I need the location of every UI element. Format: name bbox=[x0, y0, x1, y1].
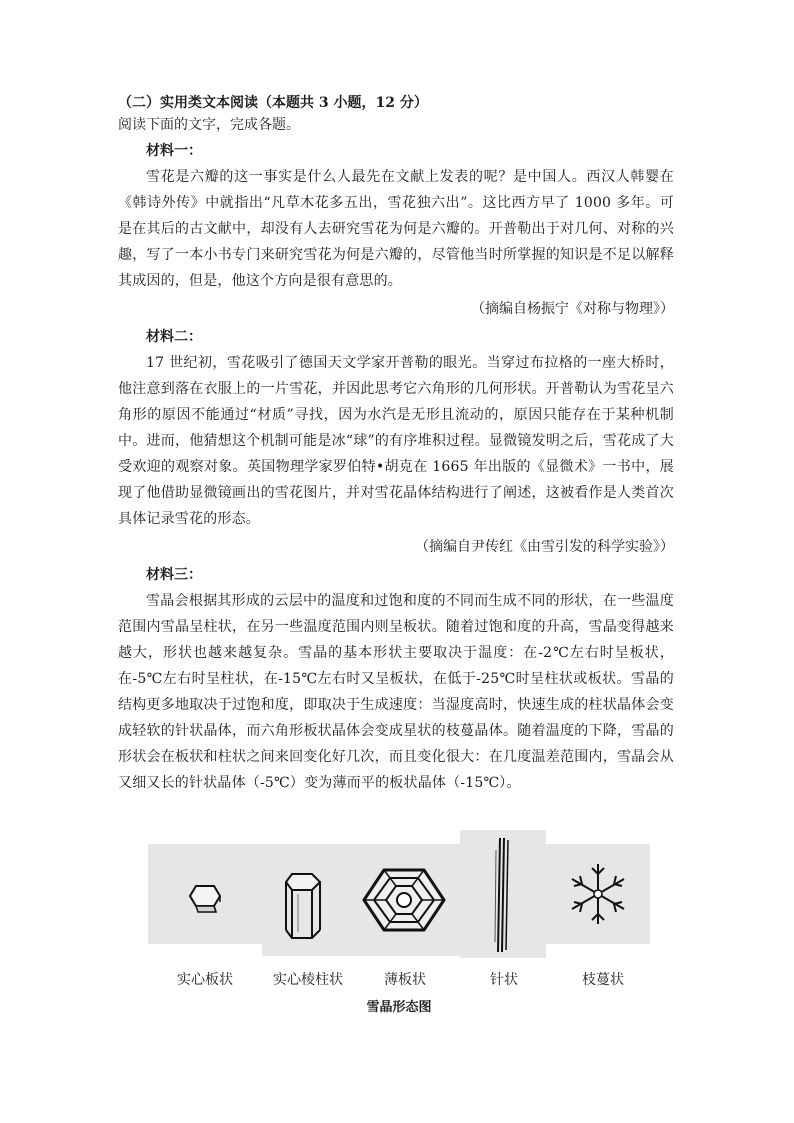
caption-needle: 针状 bbox=[490, 972, 518, 988]
thin-plate-image bbox=[348, 844, 460, 956]
material-2-text: 17 世纪初，雪花吸引了德国天文学家开普勒的眼光。当穿过布拉格的一座大桥时，他注意到落在衣服上的一片雪花，并因此思考它六角形的几何形状。开普勒认为雪花呈六角形的原因不能通过“材质”寻找，因为水汽是无形且流动的，原因只能存在于某种机制中。进而，他猜想这个机制可能是冰“球”的有序堆积过程。显微镜发明之后，雪花成了大受欢迎的观察对象。英国物理学家罗伯特•胡克在 1665 年出版的《显微术》一书中，展现了他借助显微镜画出的雪花图片，并对雪花晶体结构进行了阐述，这被看作是人类首次具体记录雪花的形态。 bbox=[118, 355, 674, 527]
material-1-source: （摘编自杨振宁《对称与物理》） bbox=[471, 301, 674, 317]
material-1-label: 材料一： bbox=[146, 143, 202, 159]
solid-column-image bbox=[262, 844, 348, 956]
dendrite-image bbox=[546, 844, 650, 944]
caption-solid-column: 实心棱柱状 bbox=[273, 972, 343, 988]
material-2-source: （摘编自尹传红《由雪引发的科学实验》） bbox=[415, 539, 674, 555]
caption-thin-plate: 薄板状 bbox=[384, 972, 426, 988]
instruction-text: 阅读下面的文字，完成各题。 bbox=[118, 117, 300, 133]
caption-solid-plate: 实心板状 bbox=[177, 972, 233, 988]
material-2-label: 材料二： bbox=[146, 329, 202, 345]
snow-crystal-figure bbox=[148, 830, 650, 1020]
material-1-text: 雪花是六瓣的这一事实是什么人最先在文献上发表的呢？是中国人。西汉人韩婴在《韩诗外传》中就指出“凡草木花多五出，雪花独六出”。这比西方早了 1000 多年。可是在其后的古文献中，却没有人去研究雪花为何是六瓣的。开普勒出于对几何、对称的兴趣，写了一本小书专门来研究雪花为何是六瓣的，尽管他当时所掌握的知识是不足以解释其成因的，但是，他这个方向是很有意思的。 bbox=[118, 169, 674, 289]
needle-image bbox=[460, 830, 546, 958]
material-3-text: 雪晶会根据其形成的云层中的温度和过饱和度的不同而生成不同的形状，在一些温度范围内雪晶呈柱状，在另一些温度范围内则呈板状。随着过饱和度的升高，雪晶变得越来越大，形状也越来越复杂。雪晶的基本形状主要取决于温度：在-2℃左右时呈板状，在-5℃左右时呈柱状，在-15℃左右时又呈板状，在低于-25℃时呈柱状或板状。雪晶的结构更多地取决于过饱和度，即取决于生成速度：当湿度高时，快速生成的柱状晶体会变成轻软的针状晶体，而六角形板状晶体会变成星状的枝蔓晶体。随着温度的下降，雪晶的形状会在板状和柱状之间来回变化好几次，而且变化很大：在几度温差范围内，雪晶会从又细又长的针状晶体（-5℃）变为薄而平的板状晶体（-15℃）。 bbox=[118, 593, 674, 791]
material-3-label: 材料三： bbox=[146, 567, 202, 583]
document-body bbox=[118, 92, 674, 796]
section-heading: （二）实用类文本阅读（本题共 3 小题，12 分） bbox=[118, 95, 428, 111]
figure-title: 雪晶形态图 bbox=[366, 1000, 432, 1015]
caption-dendrite: 枝蔓状 bbox=[582, 972, 624, 988]
solid-plate-image bbox=[148, 844, 263, 944]
